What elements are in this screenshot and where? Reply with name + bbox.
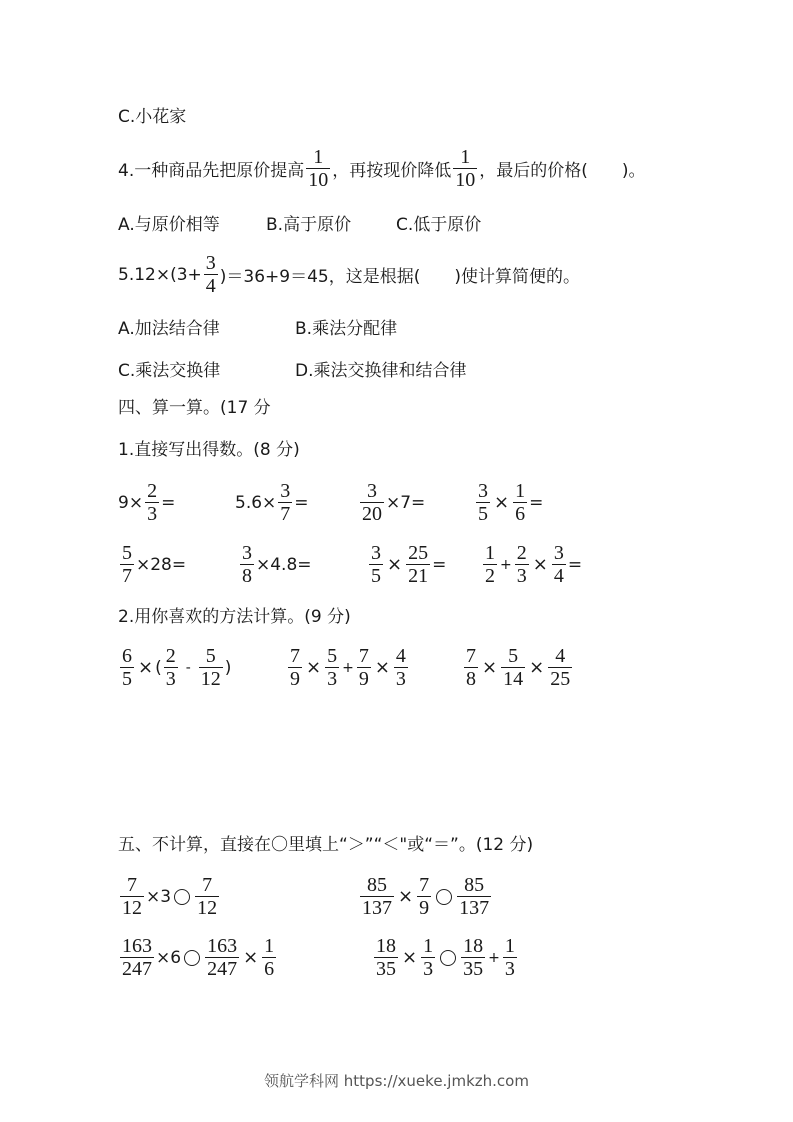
q4-option-a: A.与原价相等 [118,215,220,235]
q4-option-c: C.低于原价 [396,215,482,235]
q4-middle: ，再按现价降低 [332,161,452,181]
calc-item-1: 9× $\frac{2}{3}$ = [118,480,176,525]
q3-option-c: C.小花家 [118,107,187,127]
compare-item-4: $\frac{18}{35}$ × $\frac{1}{3}$ $\frac{18}{35}$ + $\frac{1}{3}$ [376,935,515,980]
answer-circle[interactable] [174,889,190,905]
footer-watermark: 领航学科网 https://xueke.jmkzh.com [264,1072,529,1090]
question-5 [118,252,580,297]
q4-suffix: ，最后的价格( )。 [479,161,646,181]
calc-item-5: $\frac{5}{7}$ ×28= [122,542,187,587]
calc-item-3: $\frac{3}{20}$ ×7= [362,480,426,525]
q4-option-b: B.高于原价 [266,215,352,235]
q5-suffix: )＝36+9＝45，这是根据( )使计算简便的。 [219,267,581,287]
calc2-item-2: $\frac{7}{9}$ × $\frac{5}{3}$ + $\frac{7}{9}$ × $\frac{4}{3}$ [290,645,406,690]
q5-prefix: 5.12×(3+ [118,264,202,285]
calc-item-6: $\frac{3}{8}$ ×4.8= [242,542,312,587]
fraction: $\frac{1}{10}$ [455,146,476,191]
fraction: $\frac{3}{4}$ [205,252,216,297]
compare-item-2: $\frac{85}{137}$ × $\frac{7}{9}$ $\frac{85}{137}$ [362,874,490,919]
section-5-title: 五、不计算，直接在〇里填上“＞”“＜"或“＝”。(12 分) [118,835,534,855]
calc-item-2: 5.6× $\frac{3}{7}$ = [235,480,309,525]
compare-item-1: $\frac{7}{12}$ ×3 $\frac{7}{12}$ [122,874,218,919]
calc2-item-1: $\frac{6}{5}$ × ( $\frac{2}{3}$ - $\frac{5}{12}$ ) [122,645,232,690]
calc-item-8: $\frac{1}{2}$ + $\frac{2}{3}$ × $\frac{3}{4}$ = [485,542,583,587]
q5-option-c: C.乘法交换律 [118,361,221,381]
q4-prefix: 4.一种商品先把原价提高 [118,161,305,181]
answer-circle[interactable] [184,950,200,966]
q5-option-b: B.乘法分配律 [295,319,398,339]
calc-item-7: $\frac{3}{5}$ × $\frac{25}{21}$ = [371,542,447,587]
section-4-part-1-title: 1.直接写出得数。(8 分) [118,440,300,460]
section-4-title: 四、算一算。(17 分 [118,398,271,418]
q5-option-a: A.加法结合律 [118,319,220,339]
q5-option-d: D.乘法交换律和结合律 [295,361,467,381]
question-4 [118,146,646,191]
section-4-part-2-title: 2.用你喜欢的方法计算。(9 分) [118,607,351,627]
answer-circle[interactable] [440,950,456,966]
compare-item-3: $\frac{163}{247}$ ×6 $\frac{163}{247}$ × $\frac{1}{6}$ [122,935,275,980]
fraction: $\frac{1}{10}$ [308,146,329,191]
calc-item-4: $\frac{3}{5}$ × $\frac{1}{6}$ = [478,480,544,525]
answer-circle[interactable] [436,889,452,905]
calc2-item-3: $\frac{7}{8}$ × $\frac{5}{14}$ × $\frac{4}{25}$ [466,645,571,690]
